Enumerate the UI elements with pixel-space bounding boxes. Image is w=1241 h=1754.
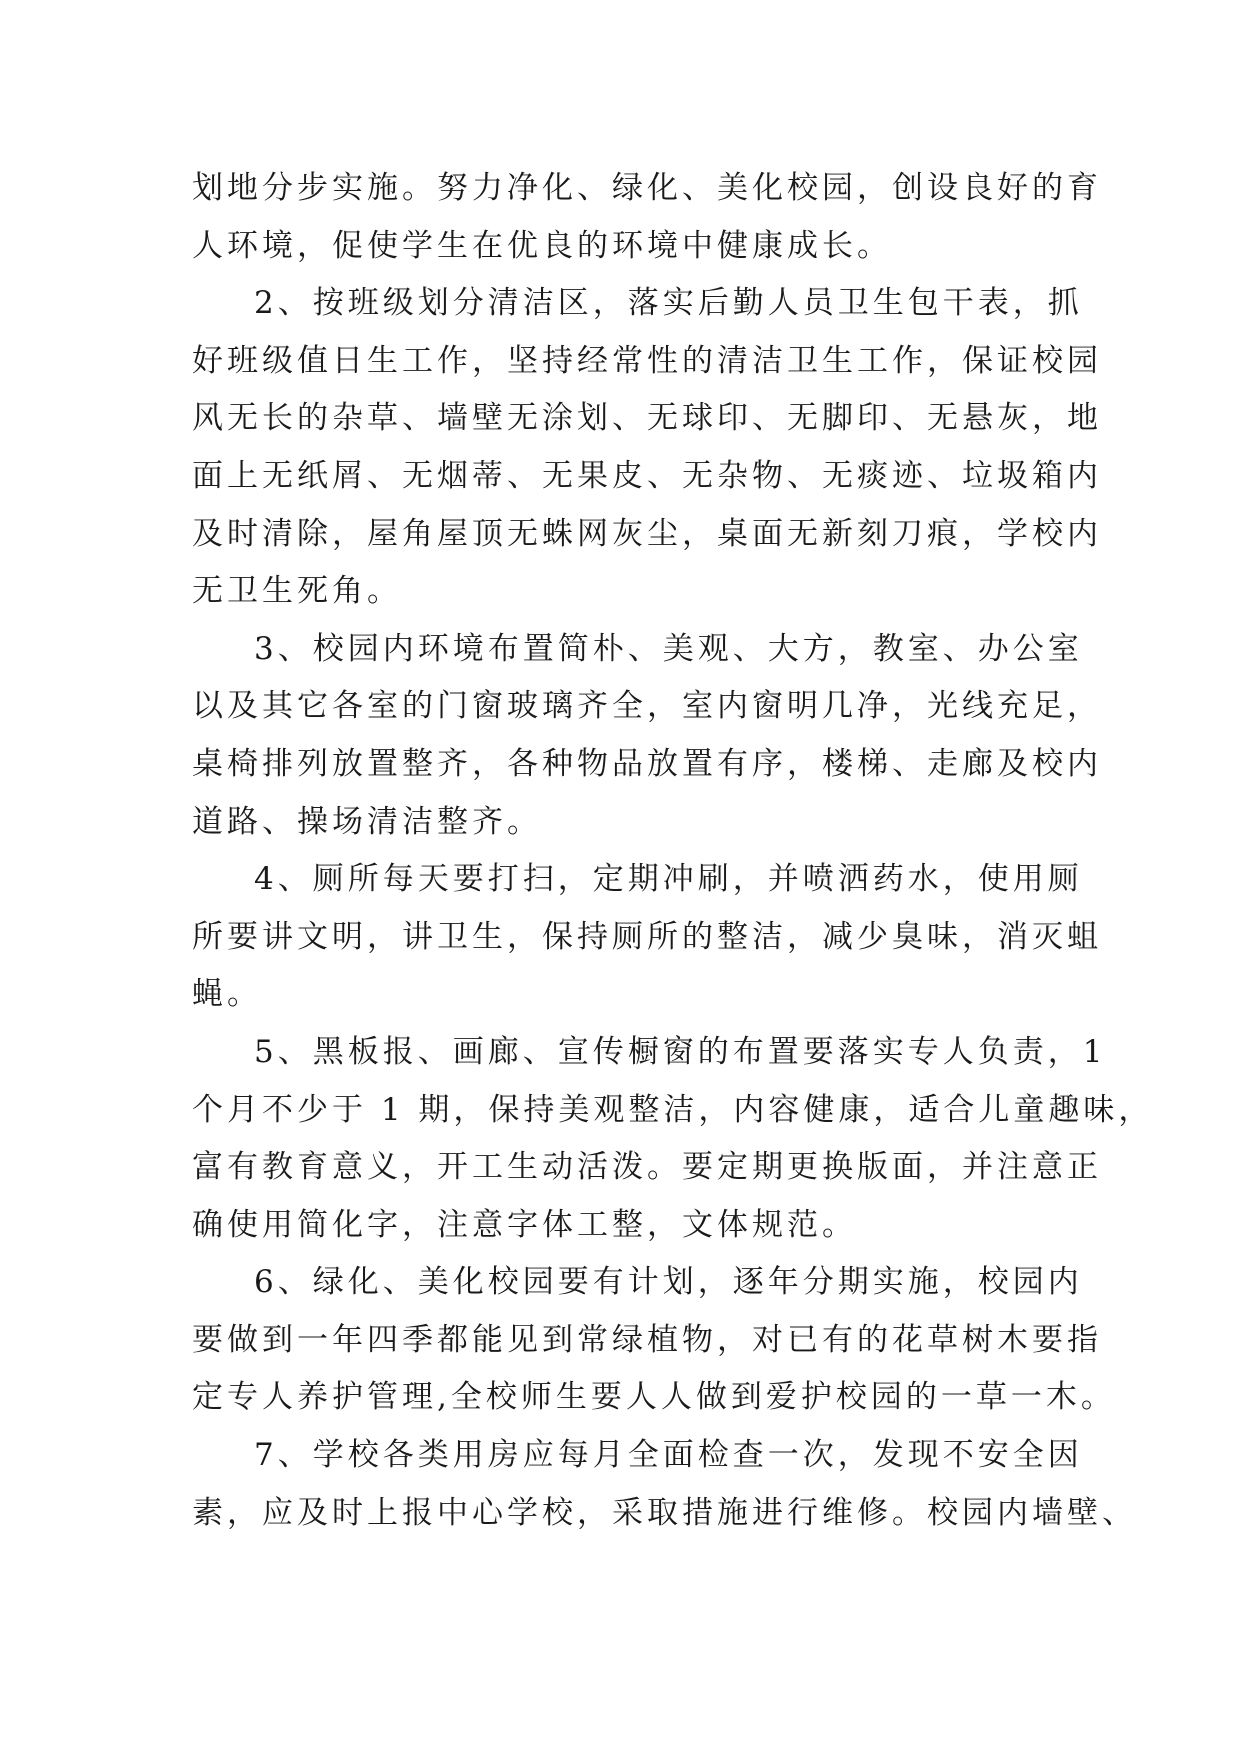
text-line-5: 风无长的杂草、墙壁无涂划、无球印、无脚印、无悬灰，地 (192, 400, 1102, 437)
text-line-11: 桌椅排列放置整齐，各种物品放置有序，楼梯、走廊及校内 (192, 745, 1102, 782)
text-line-21: 要做到一年四季都能见到常绿植物，对已有的花草树木要指 (192, 1321, 1102, 1358)
text-line-17: 个月不少于 1 期，保持美观整洁，内容健康，适合儿童趣味， (192, 1091, 1154, 1128)
text-line-4: 好班级值日生工作，坚持经常性的清洁卫生工作，保证校园 (192, 342, 1102, 379)
text-line-7: 及时清除，屋角屋顶无蛛网灰尘，桌面无新刻刀痕，学校内 (192, 515, 1102, 552)
text-line-2: 人环境，促使学生在优良的环境中健康成长。 (192, 227, 892, 264)
text-line-1: 划地分步实施。努力净化、绿化、美化校园，创设良好的育 (192, 170, 1102, 206)
text-line-9: 3、校园内环境布置简朴、美观、大方，教室、办公室 (254, 630, 1083, 667)
body-text (192, 160, 1154, 1542)
text-line-10: 以及其它各室的门窗玻璃齐全，室内窗明几净，光线充足， (192, 688, 1102, 725)
text-line-8: 无卫生死角。 (192, 573, 402, 610)
text-line-16: 5、黑板报、画廊、宣传橱窗的布置要落实专人负责，1 (254, 1033, 1107, 1070)
text-line-19: 确使用简化字，注意字体工整，文体规范。 (192, 1206, 857, 1243)
text-line-13: 4、厕所每天要打扫，定期冲刷，并喷洒药水，使用厕 (254, 861, 1083, 898)
text-line-24: 素，应及时上报中心学校，采取措施进行维修。校园内墙壁、 (192, 1494, 1137, 1531)
text-line-18: 富有教育意义，开工生动活泼。要定期更换版面，并注意正 (192, 1149, 1102, 1186)
text-line-15: 蝇。 (192, 976, 262, 1013)
text-line-14: 所要讲文明，讲卫生，保持厕所的整洁，减少臭味，消灭蛆 (192, 918, 1102, 955)
text-line-22: 定专人养护管理,全校师生要人人做到爱护校园的一草一木。 (192, 1379, 1116, 1416)
text-line-12: 道路、操场清洁整齐。 (192, 803, 542, 840)
text-line-6: 面上无纸屑、无烟蒂、无果皮、无杂物、无痰迹、垃圾箱内 (192, 457, 1102, 494)
text-line-3: 2、按班级划分清洁区，落实后勤人员卫生包干表，抓 (254, 285, 1083, 322)
text-line-20: 6、绿化、美化校园要有计划，逐年分期实施，校园内 (254, 1264, 1083, 1301)
text-line-23: 7、学校各类用房应每月全面检查一次，发现不安全因 (254, 1437, 1083, 1474)
